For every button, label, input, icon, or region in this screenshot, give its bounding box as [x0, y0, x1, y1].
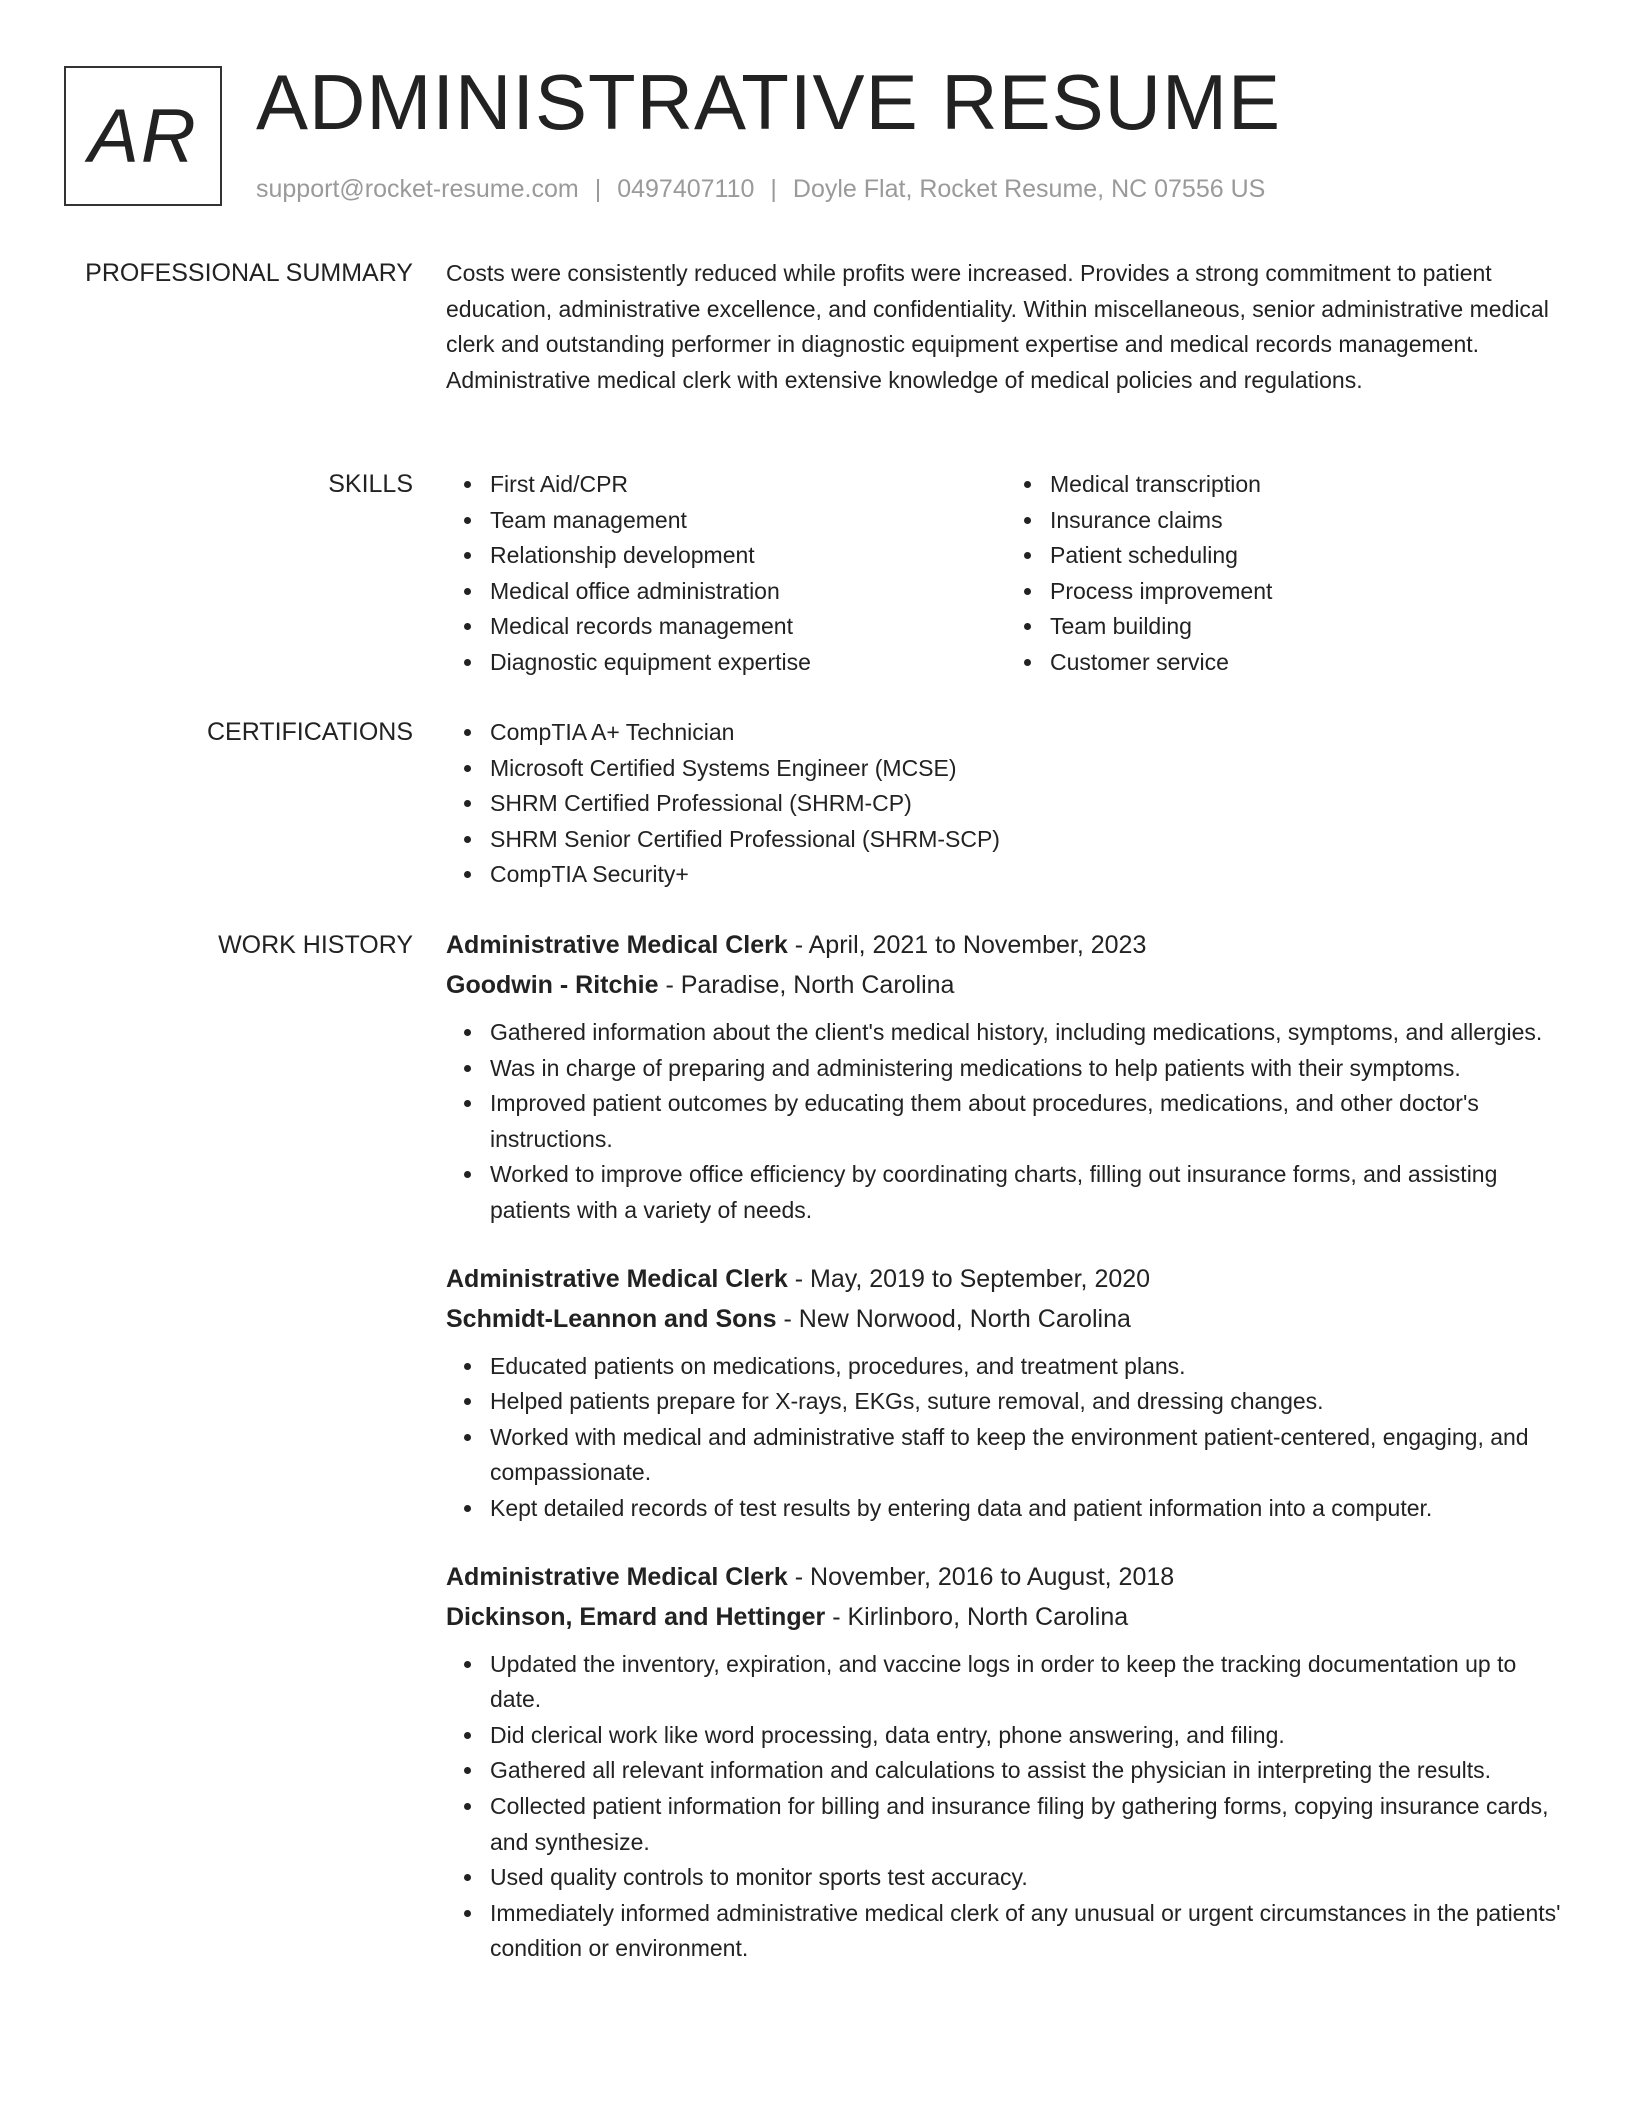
job-location: - Paradise, North Carolina [658, 971, 955, 999]
list-item: Medical records management [490, 609, 1006, 645]
work-history-heading: WORK HISTORY [218, 931, 413, 959]
list-item: Patient scheduling [1050, 538, 1566, 574]
list-item: Gathered information about the client's medical history, including medications, symptoms, and allergies. [490, 1015, 1566, 1051]
job-bullets [446, 1015, 1566, 1229]
certifications-heading: CERTIFICATIONS [206, 718, 413, 746]
job-dates: - November, 2016 to August, 2018 [787, 1562, 1175, 1591]
list-item: Process improvement [1050, 574, 1566, 610]
list-item: Did clerical work like word processing, data entry, phone answering, and filing. [490, 1718, 1566, 1754]
list-item: Medical office administration [490, 574, 1006, 610]
summary-text: Costs were consistently reduced while profits were increased. Provides a strong commitment to patient education, administrative excellence, and confidentiality. Within miscellaneous, senior administrative medical clerk and outstanding performer in diagnostic equipment expertise and medical records management. Administrative medical clerk with extensive knowledge of medical policies and regulations. [446, 260, 1549, 393]
list-item: Updated the inventory, expiration, and vaccine logs in order to keep the tracking documentation up to date. [490, 1647, 1566, 1718]
job-title-line [446, 925, 1566, 965]
list-item: Customer service [1050, 645, 1566, 681]
job-dates: - April, 2021 to November, 2023 [787, 931, 1147, 959]
list-item: SHRM Senior Certified Professional (SHRM-SCP) [490, 822, 1566, 858]
list-item: Immediately informed administrative medical clerk of any unusual or urgent circumstances in the patients' condition or environment. [490, 1896, 1566, 1967]
skills-columns [446, 467, 1566, 681]
list-item: Insurance claims [1050, 503, 1566, 539]
job-title: Administrative Medical Clerk [446, 931, 788, 959]
list-item: Worked with medical and administrative staff to keep the environment patient-centered, engaging, and compassionate. [490, 1420, 1566, 1491]
list-item: Was in charge of preparing and administering medications to help patients with their symptoms. [490, 1051, 1566, 1087]
list-item: Improved patient outcomes by educating them about procedures, medications, and other doctor's instructions. [490, 1086, 1566, 1157]
skills-list-left [446, 467, 1006, 681]
contact-phone[interactable]: 0497407110 [617, 175, 755, 203]
job-entry [446, 1259, 1566, 1527]
list-item: First Aid/CPR [490, 467, 1006, 503]
contact-email[interactable]: support@rocket-resume.com [256, 175, 579, 203]
list-item: Gathered all relevant information and calculations to assist the physician in interpreting the results. [490, 1753, 1566, 1789]
contact-address: Doyle Flat, Rocket Resume, NC 07556 US [792, 175, 1266, 203]
list-item: SHRM Certified Professional (SHRM-CP) [490, 786, 1566, 822]
job-location: - Kirlinboro, North Carolina [825, 1602, 1129, 1631]
certifications-list [446, 715, 1566, 893]
work-history-body [446, 925, 1566, 1997]
job-company: Goodwin - Ritchie [446, 971, 659, 999]
contact-separator: | [770, 175, 777, 203]
list-item: Helped patients prepare for X-rays, EKGs, suture removal, and dressing changes. [490, 1384, 1566, 1420]
skills-body [446, 467, 1566, 681]
monogram-box [64, 66, 222, 206]
list-item: Diagnostic equipment expertise [490, 645, 1006, 681]
job-title: Administrative Medical Clerk [446, 1562, 788, 1591]
job-bullets [446, 1647, 1566, 1967]
job-title-line [446, 1259, 1566, 1299]
job-bullets [446, 1349, 1566, 1527]
skills-list-right [1006, 467, 1566, 681]
contact-separator: | [594, 175, 602, 203]
job-entry [446, 925, 1566, 1229]
job-entry [446, 1557, 1566, 1967]
resume-title: ADMINISTRATIVE RESUME [256, 58, 1281, 146]
list-item: Team building [1050, 609, 1566, 645]
list-item: Medical transcription [1050, 467, 1566, 503]
monogram-initials: AR [88, 93, 198, 179]
job-title-line [446, 1557, 1566, 1597]
list-item: CompTIA Security+ [490, 857, 1566, 893]
summary-body [446, 256, 1566, 398]
list-item: Used quality controls to monitor sports test accuracy. [490, 1860, 1566, 1896]
job-title: Administrative Medical Clerk [446, 1264, 788, 1293]
skills-heading: SKILLS [328, 470, 413, 498]
contact-line [256, 172, 1265, 206]
list-item: Relationship development [490, 538, 1006, 574]
job-company-line [446, 1299, 1566, 1339]
list-item: Collected patient information for billing and insurance filing by gathering forms, copying insurance cards, and synthesize. [490, 1789, 1566, 1860]
list-item: Educated patients on medications, procedures, and treatment plans. [490, 1349, 1566, 1385]
job-company-line [446, 965, 1566, 1005]
job-location: - New Norwood, North Carolina [776, 1304, 1131, 1333]
list-item: Microsoft Certified Systems Engineer (MCSE) [490, 751, 1566, 787]
job-company-line [446, 1597, 1566, 1637]
list-item: CompTIA A+ Technician [490, 715, 1566, 751]
job-company: Schmidt-Leannon and Sons [446, 1304, 777, 1333]
job-company: Dickinson, Emard and Hettinger [446, 1602, 826, 1631]
list-item: Kept detailed records of test results by entering data and patient information into a computer. [490, 1491, 1566, 1527]
summary-heading: PROFESSIONAL SUMMARY [85, 259, 413, 287]
certifications-body [446, 715, 1566, 893]
job-dates: - May, 2019 to September, 2020 [787, 1264, 1151, 1293]
list-item: Worked to improve office efficiency by coordinating charts, filling out insurance forms, and assisting patients with a variety of needs. [490, 1157, 1566, 1228]
list-item: Team management [490, 503, 1006, 539]
